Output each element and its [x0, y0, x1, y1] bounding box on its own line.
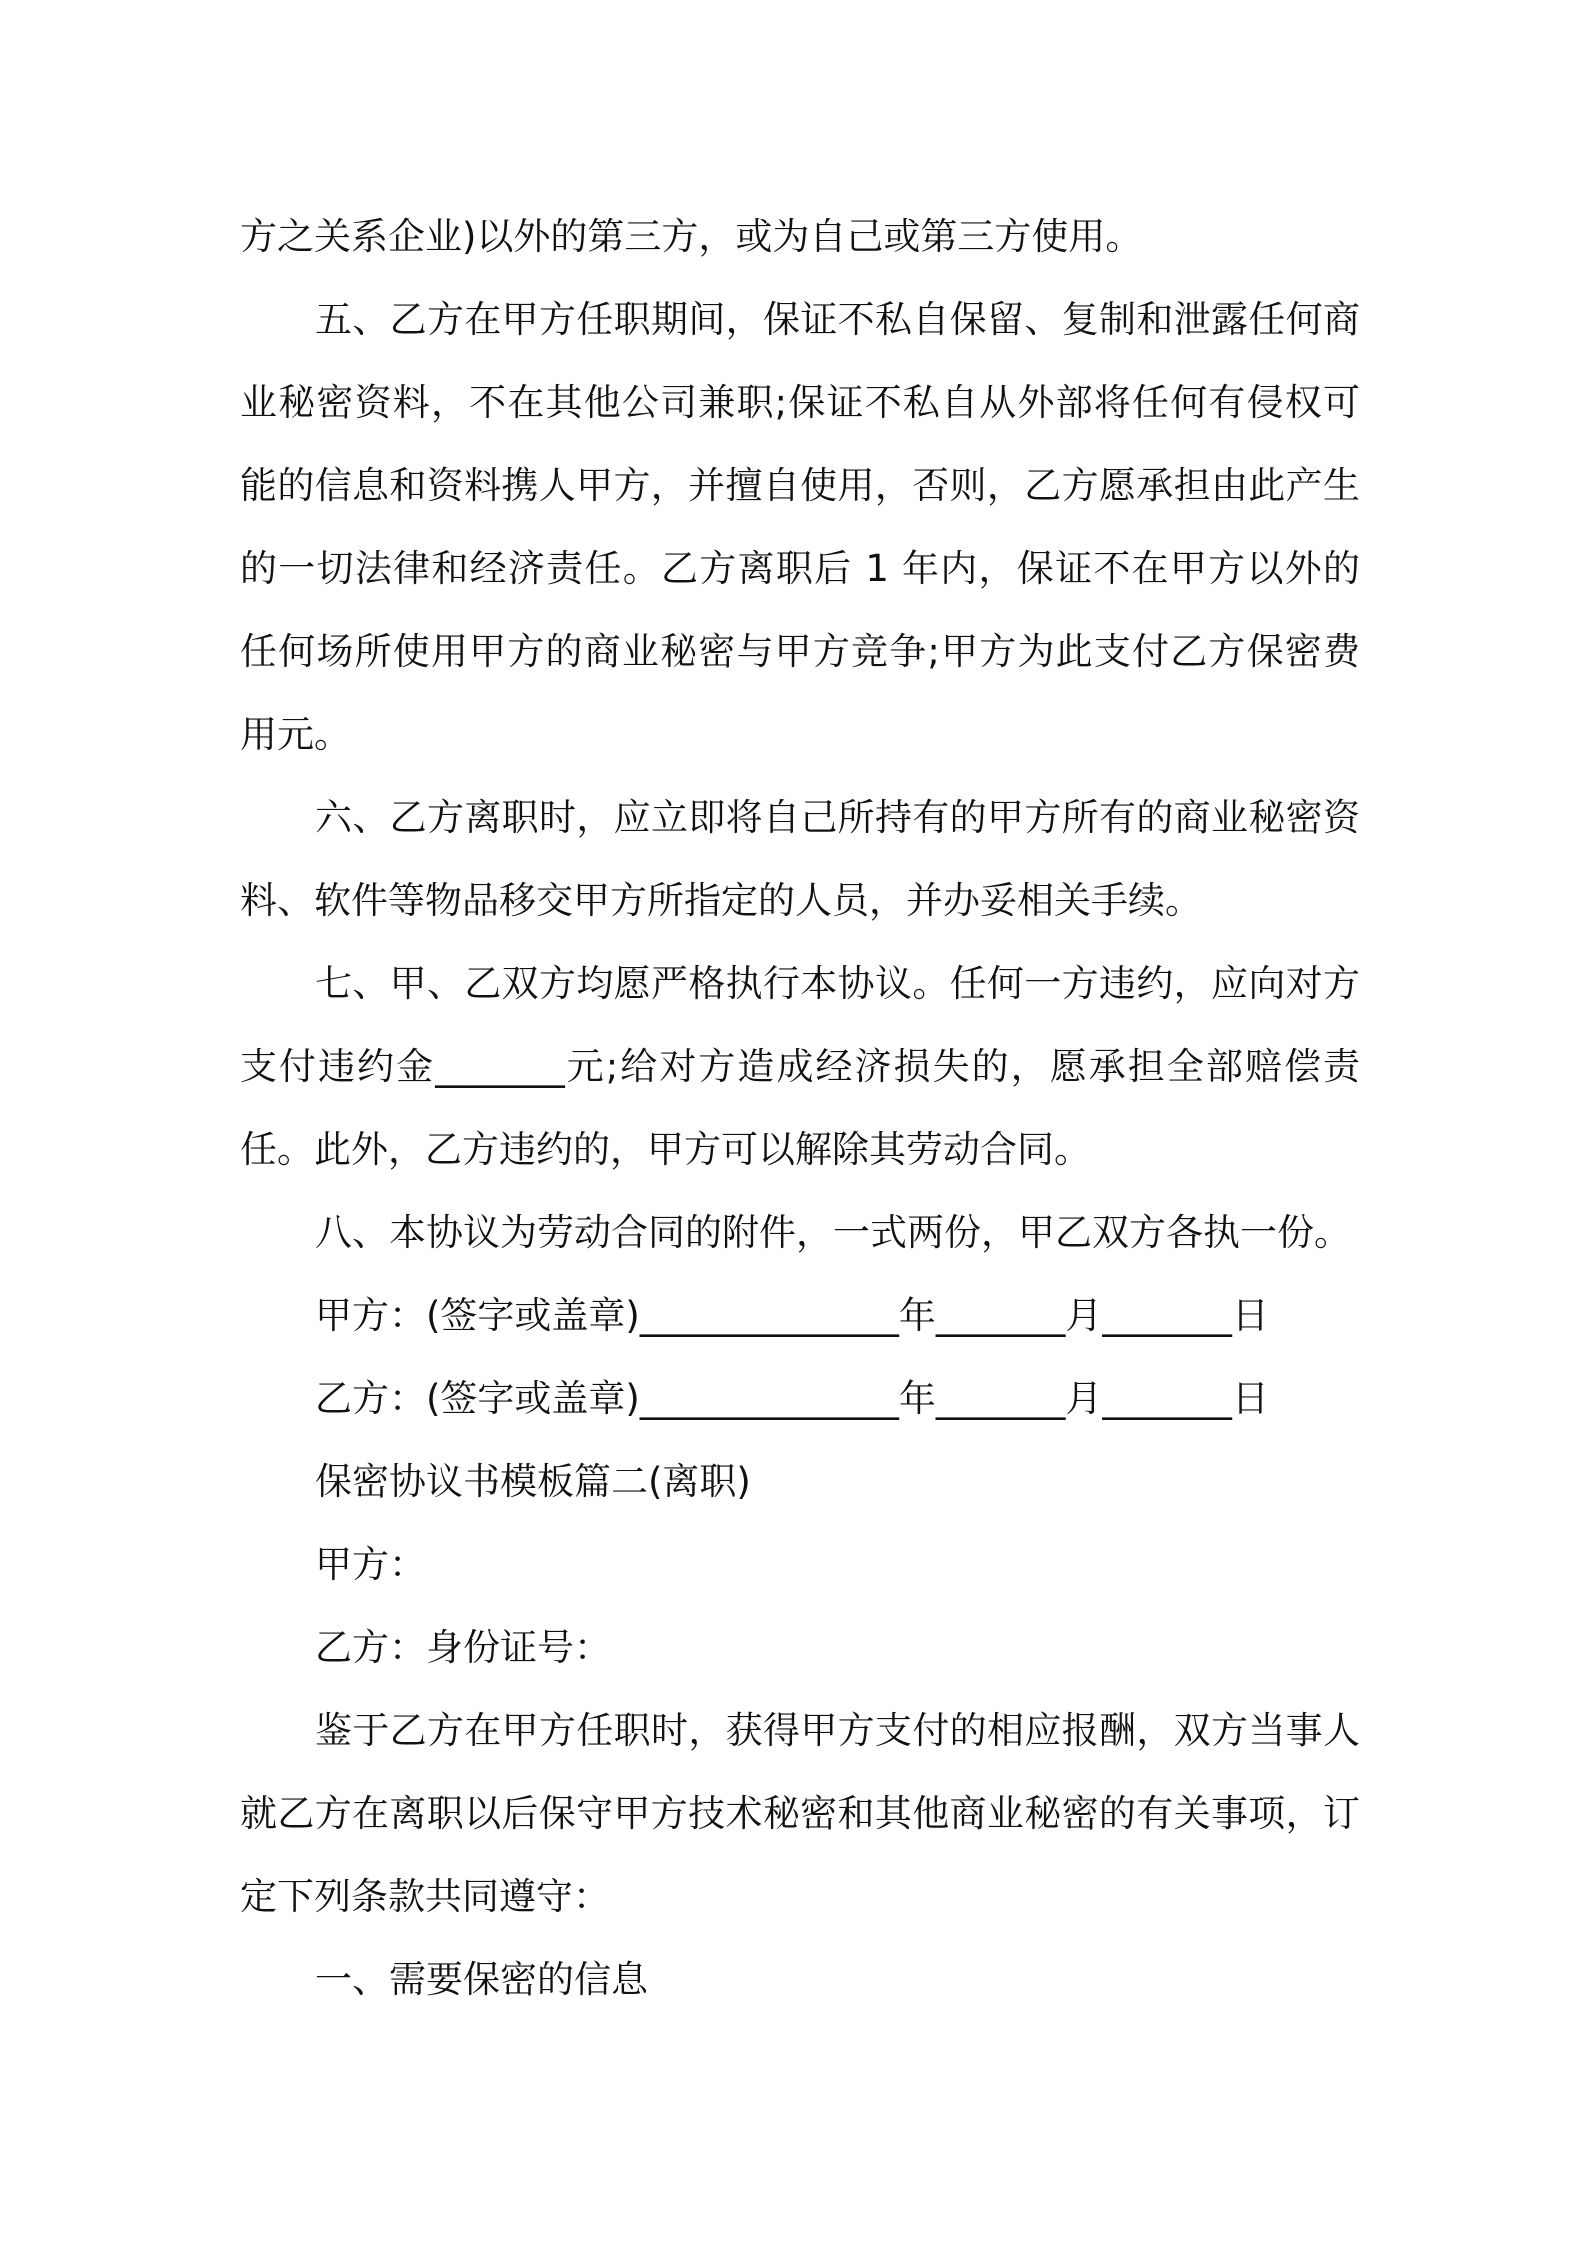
paragraph-preamble: 鉴于乙方在甲方任职时，获得甲方支付的相应报酬，双方当事人就乙方在离职以后保守甲方技术秘密和其他商业秘密的有关事项，订定下列条款共同遵守： — [240, 1709, 1360, 1918]
paragraph-clause-6: 六、乙方离职时，应立即将自己所持有的甲方所有的商业秘密资料、软件等物品移交甲方所指定的人员，并办妥相关手续。 — [240, 796, 1360, 922]
signature-line-party-a: 甲方：(签字或盖章)______________年_______月_______日 — [315, 1294, 1269, 1337]
paragraph-clause-8: 八、本协议为劳动合同的附件，一式两份，甲乙双方各执一份。 — [315, 1211, 1351, 1254]
paragraph-clause-5: 五、乙方在甲方任职期间，保证不私自保留、复制和泄露任何商业秘密资料，不在其他公司兼职;保证不私自从外部将任何有侵权可能的信息和资料携人甲方，并擅自使用，否则，乙方愿承担由此产生的一切法律和经济责任。乙方离职后 1 年内，保证不在甲方以外的任何场所使用甲方的商业秘密与甲方竞争;甲方为此支付乙方保密费用元。 — [240, 298, 1360, 756]
clause-heading-1: 一、需要保密的信息 — [315, 1958, 648, 2001]
document-body — [240, 195, 1360, 2021]
paragraph-clause-7: 七、甲、乙双方均愿严格执行本协议。任何一方违约，应向对方支付违约金_______元;给对方造成经济损失的，愿承担全部赔偿责任。此外，乙方违约的，甲方可以解除其劳动合同。 — [240, 962, 1360, 1171]
party-b-id-field: 乙方：身份证号： — [315, 1626, 611, 1669]
section-title: 保密协议书模板篇二(离职) — [315, 1460, 751, 1503]
party-a-field: 甲方： — [315, 1543, 426, 1586]
signature-line-party-b: 乙方：(签字或盖章)______________年_______月_______日 — [315, 1377, 1269, 1420]
paragraph-continuation: 方之关系企业)以外的第三方，或为自己或第三方使用。 — [240, 215, 1143, 258]
